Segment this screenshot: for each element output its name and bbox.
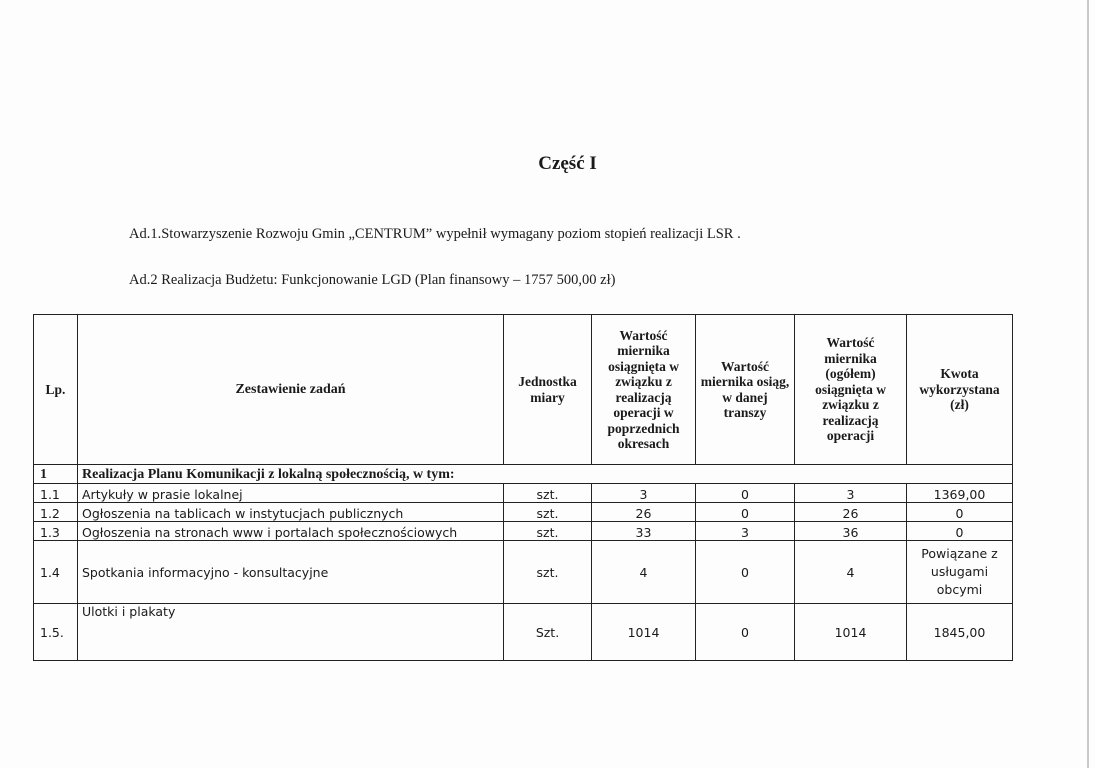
section-name: Realizacja Planu Komunikacji z lokalną społecznością, w tym: (78, 465, 1013, 484)
paragraph-ad2: Ad.2 Realizacja Budżetu: Funkcjonowanie LGD (Plan finansowy – 1757 500,00 zł) (129, 272, 616, 288)
header-wartosc-poprzednie: Wartość miernika osiągnięta w związku z realizacją operacji w poprzednich okresach (592, 315, 696, 465)
row-total: 26 (795, 503, 907, 522)
row-name: Artykuły w prasie lokalnej (78, 484, 504, 503)
row-lp: 1.2 (34, 503, 78, 522)
row-total: 3 (795, 484, 907, 503)
section-lp: 1 (34, 465, 78, 484)
row-tranche: 0 (696, 541, 795, 604)
header-lp: Lp. (34, 315, 78, 465)
row-total: 1014 (795, 604, 907, 661)
row-prev: 1014 (592, 604, 696, 661)
row-lp: 1.3 (34, 522, 78, 541)
row-tranche: 3 (696, 522, 795, 541)
table-header-row (34, 315, 1013, 465)
table-row (34, 484, 1013, 503)
row-amount: 0 (907, 522, 1013, 541)
row-prev: 3 (592, 484, 696, 503)
table-row (34, 522, 1013, 541)
row-prev: 33 (592, 522, 696, 541)
row-unit: szt. (504, 522, 592, 541)
header-jednostka: Jednostka miary (504, 315, 592, 465)
row-prev: 4 (592, 541, 696, 604)
row-unit: szt. (504, 484, 592, 503)
row-lp: 1.5. (34, 604, 78, 661)
page-title: Część I (538, 153, 597, 174)
table-row (34, 604, 1013, 661)
header-zestawienie: Zestawienie zadań (78, 315, 504, 465)
header-wartosc-transza: Wartość miernika osiąg, w danej transzy (696, 315, 795, 465)
page-edge-line (1087, 0, 1089, 768)
table-row (34, 503, 1013, 522)
row-total: 36 (795, 522, 907, 541)
budget-table (33, 314, 1013, 661)
row-unit: szt. (504, 503, 592, 522)
table-row (34, 541, 1013, 604)
row-tranche: 0 (696, 503, 795, 522)
row-unit: Szt. (504, 604, 592, 661)
row-name: Ogłoszenia na stronach www i portalach społecznościowych (78, 522, 504, 541)
row-amount: 1369,00 (907, 484, 1013, 503)
header-kwota: Kwota wykorzystana (zł) (907, 315, 1013, 465)
row-name: Ulotki i plakaty (78, 604, 504, 661)
row-name: Spotkania informacyjno - konsultacyjne (78, 541, 504, 604)
paragraph-ad1: Ad.1.Stowarzyszenie Rozwoju Gmin „CENTRUM” wypełnił wymagany poziom stopień realizacji LSR . (129, 226, 741, 242)
row-amount: 0 (907, 503, 1013, 522)
row-name: Ogłoszenia na tablicach w instytucjach publicznych (78, 503, 504, 522)
row-tranche: 0 (696, 484, 795, 503)
row-amount: Powiązane z usługami obcymi (907, 541, 1013, 604)
row-tranche: 0 (696, 604, 795, 661)
row-lp: 1.4 (34, 541, 78, 604)
row-prev: 26 (592, 503, 696, 522)
row-unit: szt. (504, 541, 592, 604)
section-row (34, 465, 1013, 484)
header-wartosc-ogolem: Wartość miernika (ogółem) osiągnięta w związku z realizacją operacji (795, 315, 907, 465)
row-amount: 1845,00 (907, 604, 1013, 661)
row-lp: 1.1 (34, 484, 78, 503)
row-total: 4 (795, 541, 907, 604)
